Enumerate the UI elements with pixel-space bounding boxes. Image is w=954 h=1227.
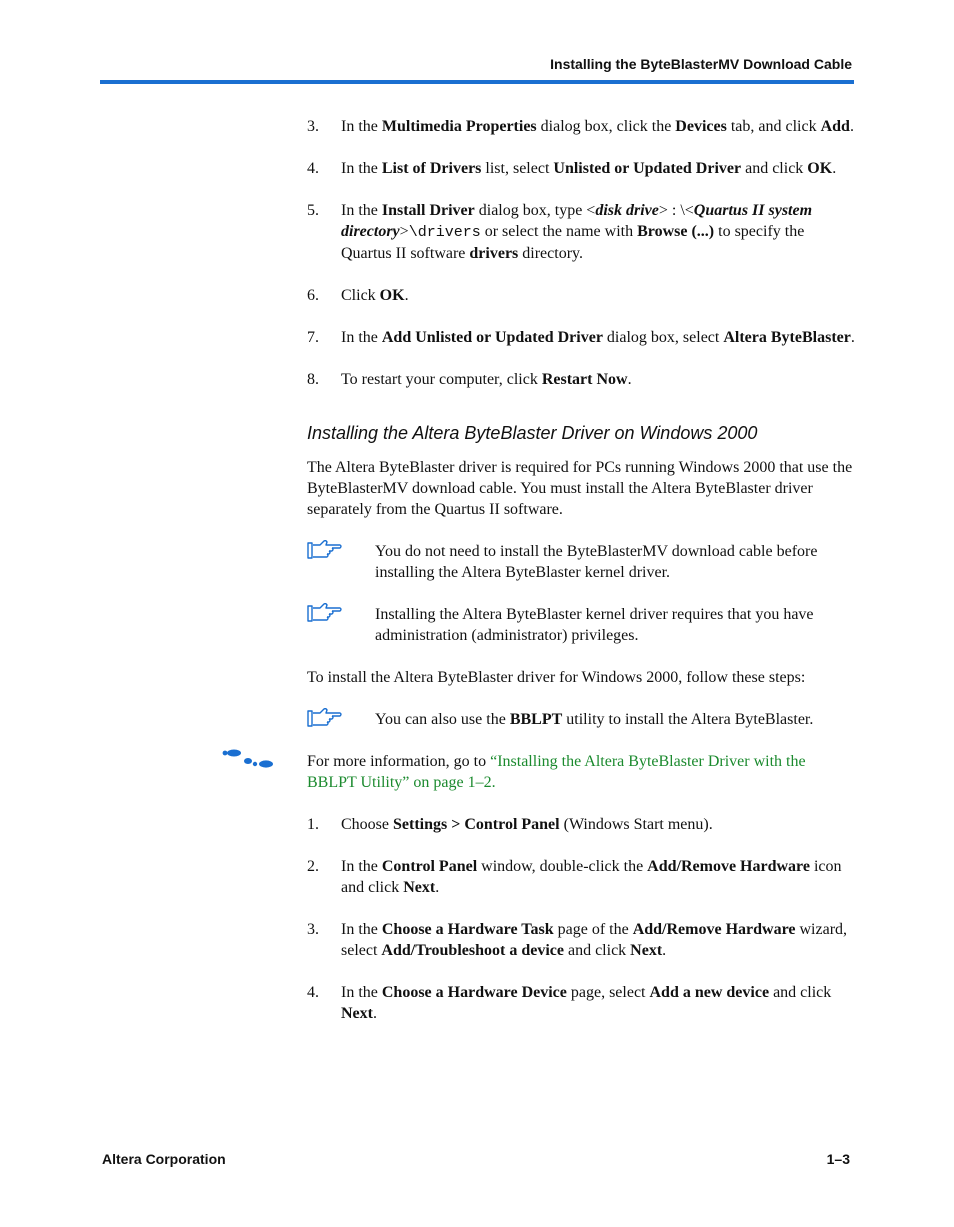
step-4b: 4. In the Choose a Hardware Device page, select Add a new device and click Next.	[307, 984, 832, 1022]
pointing-hand-icon	[307, 540, 343, 566]
step-3b: 3. In the Choose a Hardware Task page of the Add/Remove Hardware wizard, select Add/Troubleshoot a device and click Next.	[307, 921, 848, 959]
cross-reference-link[interactable]: “Installing the Altera ByteBlaster Driver with the BBLPT Utility” on page 1–2.	[307, 753, 806, 791]
steps-lead: To install the Altera ByteBlaster driver for Windows 2000, follow these steps:	[307, 669, 806, 686]
header-rule	[100, 80, 854, 84]
pointing-hand-icon	[307, 708, 343, 734]
footer-company: Altera Corporation	[102, 1151, 226, 1167]
step-number: 4.	[307, 160, 319, 177]
step-2: 2. In the Control Panel window, double-click the Add/Remove Hardware icon and click Next.	[307, 858, 842, 896]
footprints-icon	[222, 748, 274, 776]
step-4: 4. In the List of Drivers list, select Unlisted or Updated Driver and click OK.	[307, 160, 837, 177]
note-1: You do not need to install the ByteBlasterMV download cable before installing the Altera ByteBlaster kernel driver.	[307, 541, 855, 583]
step-number: 7.	[307, 329, 319, 346]
section-heading: Installing the Altera ByteBlaster Driver on Windows 2000	[307, 423, 758, 443]
running-header-title: Installing the ByteBlasterMV Download Cable	[550, 56, 852, 72]
note-2: Installing the Altera ByteBlaster kernel driver requires that you have administration (administrator) privileges.	[307, 604, 855, 646]
step-5: 5. In the Install Driver dialog box, type <disk drive> : \<Quartus II system directory>\drivers or select the name with Browse (...) to specify the Quartus II software drivers directory.	[307, 202, 813, 262]
step-number: 3.	[307, 118, 319, 135]
step-number: 3.	[307, 921, 319, 938]
step-8: 8. To restart your computer, click Restart Now.	[307, 371, 632, 388]
pointing-hand-icon	[307, 603, 343, 629]
step-6: 6. Click OK.	[307, 287, 409, 304]
note-3: You can also use the BBLPT utility to install the Altera ByteBlaster.	[307, 709, 855, 730]
step-number: 8.	[307, 371, 319, 388]
step-1: 1. Choose Settings > Control Panel (Windows Start menu).	[307, 816, 713, 833]
section-intro: The Altera ByteBlaster driver is required for PCs running Windows 2000 that use the ByteBlasterMV download cable. You must install the Altera ByteBlaster driver separately from the Quartus II software.	[307, 459, 853, 518]
step-number: 4.	[307, 984, 319, 1001]
step-number: 2.	[307, 858, 319, 875]
more-info: For more information, go to “Installing the Altera ByteBlaster Driver with the BBLPT Utility” on page 1–2.	[307, 751, 855, 793]
step-3: 3. In the Multimedia Properties dialog box, click the Devices tab, and click Add.	[307, 118, 854, 135]
step-number: 6.	[307, 287, 319, 304]
page-content	[307, 116, 855, 1045]
step-number: 5.	[307, 202, 319, 219]
footer-page-number: 1–3	[826, 1151, 850, 1167]
step-7: 7. In the Add Unlisted or Updated Driver dialog box, select Altera ByteBlaster.	[307, 329, 855, 346]
step-number: 1.	[307, 816, 319, 833]
